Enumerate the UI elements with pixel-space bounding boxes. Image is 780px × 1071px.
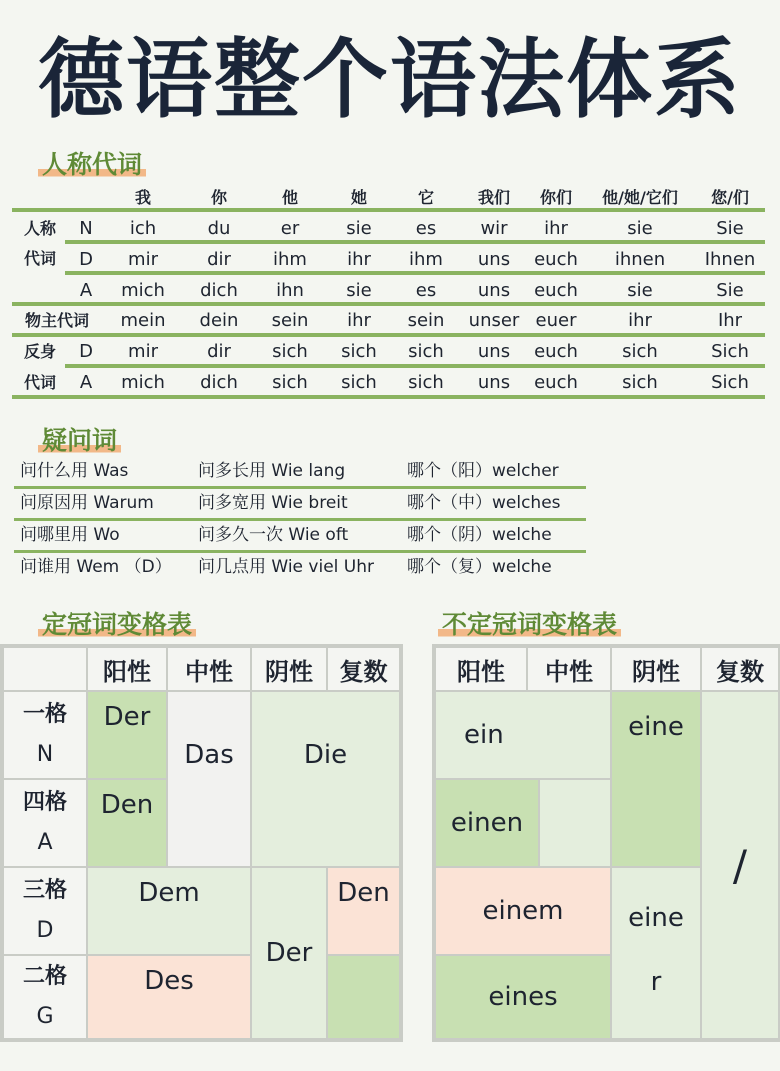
reflexive-row-d-cell: sich — [408, 341, 444, 362]
def-cell-den-dative: Den — [326, 866, 401, 956]
pronoun-row-divider — [65, 271, 765, 275]
pronoun-row-n-cell: es — [415, 218, 437, 239]
def-cell-die: Die — [250, 690, 401, 868]
question-word-cell: 哪个（阴）welche — [407, 525, 552, 545]
definite-section-title: 定冠词变格表 — [38, 605, 196, 641]
indef-header-masc: 阳性 — [434, 646, 528, 692]
pronoun-row-n-cell: sie — [346, 218, 372, 239]
question-word-cell: 问什么用 Was — [20, 461, 129, 481]
definite-corner-cell — [2, 646, 88, 692]
question-word-cell: 问几点用 Wie viel Uhr — [198, 557, 375, 577]
question-word-cell: 问多久一次 Wie oft — [198, 525, 349, 545]
pronoun-column-header: 她 — [350, 188, 367, 207]
reflexive-row-a-cell: euch — [534, 372, 578, 393]
question-row-divider — [14, 550, 586, 553]
reflexive-row-d-cell: sich — [341, 341, 377, 362]
reflexive-row-d-cell: sich — [272, 341, 308, 362]
pronoun-row-n-cell: du — [207, 218, 231, 239]
pronoun-row-n-cell: er — [280, 218, 300, 239]
reflexive-row-d-cell: euch — [534, 341, 578, 362]
reflexive-row-a-cell: dich — [200, 372, 238, 393]
question-row-divider — [14, 486, 586, 489]
pronoun-row-d-cell: ihm — [409, 249, 443, 270]
indef-cell-ein: ein — [434, 690, 612, 780]
pronoun-row-n-cell: ihr — [544, 218, 568, 239]
pronoun-row-d-cell: mir — [128, 249, 158, 270]
pronoun-column-header: 您/们 — [711, 188, 749, 207]
personal-pronoun-label-1: 人称 — [23, 219, 56, 238]
definite-row-label-n: 一格 N — [2, 690, 88, 780]
pronoun-row-a-cell: euch — [534, 280, 578, 301]
pronoun-row-n-cell: Sie — [716, 218, 744, 239]
pronoun-row-d-cell: dir — [207, 249, 231, 270]
indef-cell-plural-none: / — [700, 690, 780, 1040]
pronoun-column-header: 你 — [210, 188, 227, 207]
page-title: 德语整个语法体系 — [38, 30, 742, 130]
possessive-row-cell: sein — [407, 310, 445, 331]
pronoun-row-divider — [65, 364, 765, 368]
def-cell-den-accusative: Den — [86, 778, 168, 868]
personal-pronoun-label-2: 代词 — [23, 249, 56, 268]
reflexive-row-a-cell: mich — [121, 372, 165, 393]
indef-header-neut: 中性 — [526, 646, 612, 692]
pronoun-column-header: 它 — [417, 188, 434, 207]
question-word-cell: 哪个（复）welche — [407, 557, 552, 577]
reflexive-pronoun-label-1: 反身 — [23, 342, 56, 361]
pronoun-row-d-cell: euch — [534, 249, 578, 270]
pronoun-row-a-cell: es — [415, 280, 437, 301]
def-cell-das: Das — [166, 690, 252, 868]
def-cell-der-feminine: Der — [250, 866, 328, 1040]
reflexive-row-d-cell: uns — [477, 341, 511, 362]
indefinite-table — [432, 644, 780, 1042]
possessive-row-cell: ihr — [628, 310, 652, 331]
pronoun-row-d-case: D — [79, 249, 93, 270]
question-row-divider — [14, 518, 586, 521]
definite-row-label-d: 三格 D — [2, 866, 88, 956]
question-word-cell: 哪个（中）welches — [407, 493, 561, 513]
definite-header-masc: 阳性 — [86, 646, 168, 692]
pronoun-row-a-case: A — [79, 280, 93, 301]
pronoun-row-divider — [12, 395, 765, 399]
pronoun-row-a-cell: mich — [121, 280, 165, 301]
possessive-row-cell: dein — [199, 310, 239, 331]
def-cell-dem: Dem — [86, 866, 252, 956]
pronoun-row-divider — [65, 240, 765, 244]
pronoun-row-divider — [12, 208, 765, 212]
possessive-row-cell: mein — [120, 310, 166, 331]
reflexive-row-d-cell: Sich — [711, 341, 749, 362]
indef-header-plural: 复数 — [700, 646, 780, 692]
pronoun-column-header: 你们 — [539, 188, 572, 207]
pronoun-section-title: 人称代词 — [38, 145, 146, 181]
reflexive-row-a-cell: Sich — [711, 372, 749, 393]
indefinite-section-title: 不定冠词变格表 — [438, 605, 621, 641]
question-section-title: 疑问词 — [38, 421, 121, 457]
def-cell-empty-plural-genitive — [326, 954, 401, 1040]
indef-cell-eines: eines — [434, 954, 612, 1040]
pronoun-row-a-cell: sie — [627, 280, 653, 301]
reflexive-row-a-cell: sich — [341, 372, 377, 393]
pronoun-row-a-cell: sie — [346, 280, 372, 301]
reflexive-row-d-cell: mir — [128, 341, 158, 362]
indef-cell-einem: einem — [434, 866, 612, 956]
pronoun-row-a-cell: Sie — [716, 280, 744, 301]
def-cell-des: Des — [86, 954, 252, 1040]
pronoun-row-d-cell: Ihnen — [704, 249, 756, 270]
possessive-row-cell: unser — [468, 310, 520, 331]
indef-cell-einen: einen — [434, 778, 540, 868]
reflexive-row-a-cell: sich — [272, 372, 308, 393]
reflexive-row-a-cell: uns — [477, 372, 511, 393]
definite-row-label-g: 二格 G — [2, 954, 88, 1040]
pronoun-row-a-cell: ihn — [276, 280, 304, 301]
possessive-pronoun-label: 物主代词 — [24, 311, 89, 330]
question-word-cell: 哪个（阳）welcher — [407, 461, 559, 481]
pronoun-row-d-cell: uns — [477, 249, 511, 270]
possessive-row-cell: sein — [271, 310, 309, 331]
indef-cell-einer: eine r — [610, 866, 702, 1040]
reflexive-row-d-cell: sich — [622, 341, 658, 362]
reflexive-row-a-cell: sich — [622, 372, 658, 393]
reflexive-row-d-cell: dir — [207, 341, 231, 362]
question-word-cell: 问多宽用 Wie breit — [198, 493, 348, 513]
pronoun-row-a-cell: uns — [477, 280, 511, 301]
possessive-row-cell: euer — [535, 310, 577, 331]
reflexive-row-a-case: A — [79, 372, 93, 393]
pronoun-row-divider — [12, 302, 765, 306]
definite-header-fem: 阴性 — [250, 646, 328, 692]
question-word-cell: 问谁用 Wem （D） — [20, 557, 172, 577]
pronoun-row-d-cell: ihnen — [614, 249, 666, 270]
reflexive-row-a-cell: sich — [408, 372, 444, 393]
definite-row-label-a: 四格 A — [2, 778, 88, 868]
pronoun-row-d-cell: ihr — [347, 249, 371, 270]
question-word-cell: 问原因用 Warum — [20, 493, 154, 513]
indef-cell-empty-neutral — [538, 778, 612, 868]
pronoun-column-header: 我 — [134, 188, 151, 207]
pronoun-row-n-cell: sie — [627, 218, 653, 239]
question-word-cell: 问哪里用 Wo — [20, 525, 120, 545]
definite-header-plural: 复数 — [326, 646, 401, 692]
possessive-row-cell: Ihr — [717, 310, 743, 331]
question-word-cell: 问多长用 Wie lang — [198, 461, 346, 481]
pronoun-column-header: 他/她/它们 — [602, 188, 678, 207]
pronoun-row-d-cell: ihm — [273, 249, 307, 270]
pronoun-column-header: 他 — [281, 188, 298, 207]
pronoun-row-n-cell: ich — [129, 218, 157, 239]
pronoun-row-n-case: N — [79, 218, 93, 239]
definite-header-neut: 中性 — [166, 646, 252, 692]
pronoun-row-divider — [12, 333, 765, 337]
reflexive-row-d-case: D — [79, 341, 93, 362]
pronoun-row-n-cell: wir — [480, 218, 508, 239]
pronoun-row-a-cell: dich — [200, 280, 238, 301]
indef-header-fem: 阴性 — [610, 646, 702, 692]
pronoun-column-header: 我们 — [477, 188, 510, 207]
indef-cell-eine: eine — [610, 690, 702, 868]
definite-table — [0, 644, 403, 1042]
def-cell-der-nominative: Der — [86, 690, 168, 780]
reflexive-pronoun-label-2: 代词 — [23, 373, 56, 392]
possessive-row-cell: ihr — [347, 310, 371, 331]
